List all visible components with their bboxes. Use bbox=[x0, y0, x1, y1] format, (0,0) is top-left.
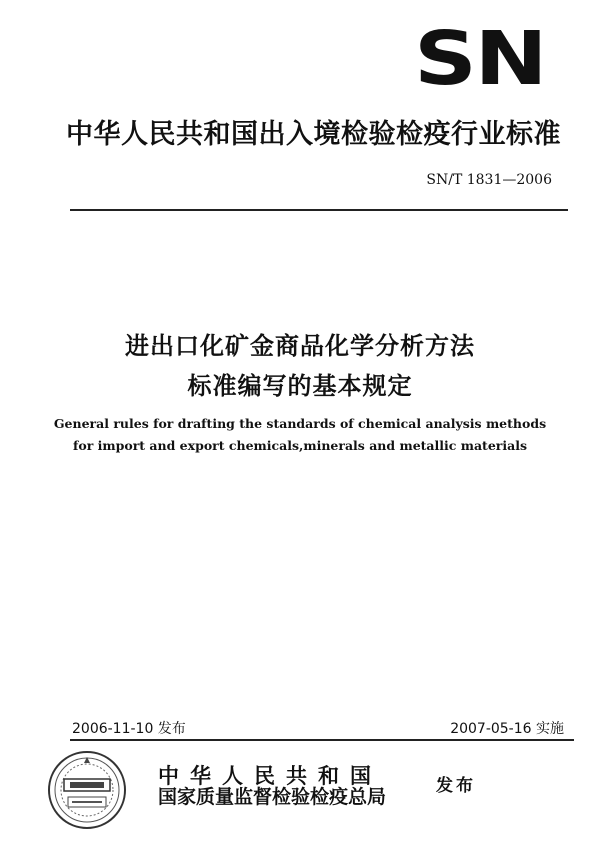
publisher-line-1: 中华人民共和国 bbox=[158, 764, 382, 788]
implementation-date: 2007-05-16 实施 bbox=[450, 721, 564, 737]
english-title-line-2: for import and export chemicals,minerals and metallic materials bbox=[72, 438, 528, 453]
release-label: 发布 bbox=[436, 776, 476, 796]
standard-number: SN/T 1831—2006 bbox=[426, 172, 552, 188]
top-divider bbox=[70, 209, 568, 211]
org-title: 中华人民共和国出入境检验检疫行业标准 bbox=[66, 119, 561, 150]
publisher-line-2: 国家质量监督检验检疫总局 bbox=[158, 786, 387, 808]
english-title-line-1: General rules for drafting the standards of chemical analysis methods bbox=[53, 416, 547, 431]
sn-logo: SN bbox=[414, 16, 546, 102]
chinese-title-line-2: 标准编写的基本规定 bbox=[187, 372, 413, 400]
chinese-title-line-1: 进出口化矿金商品化学分析方法 bbox=[125, 332, 475, 360]
bottom-divider bbox=[70, 739, 574, 741]
official-seal-icon bbox=[46, 749, 128, 831]
issue-date: 2006-11-10 发布 bbox=[72, 721, 186, 737]
